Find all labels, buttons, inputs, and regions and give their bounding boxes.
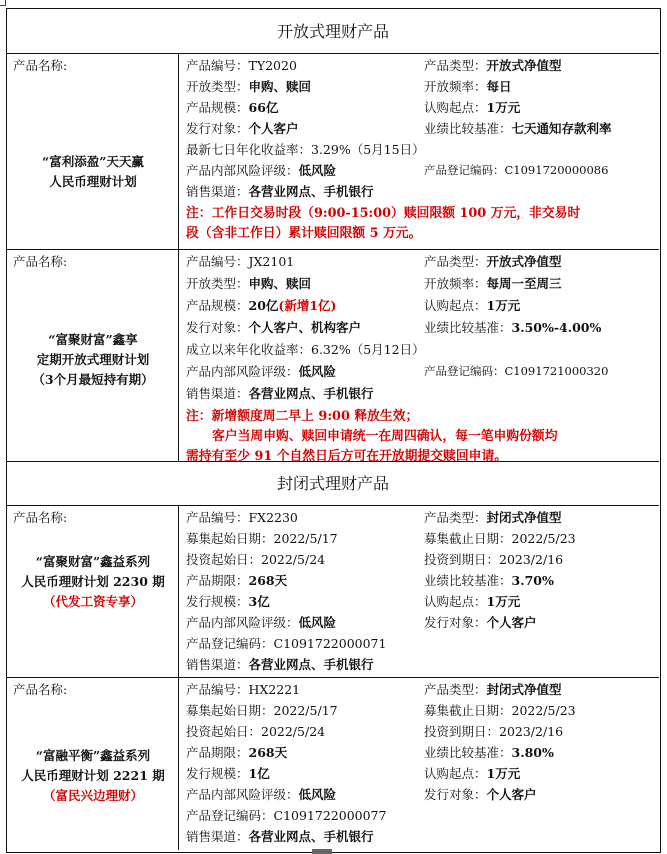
product-type: 产品类型：封闭式净值型 — [424, 510, 562, 525]
product-name-cell — [7, 250, 179, 461]
registration-code: 产品登记编码：C1091722000077 — [186, 808, 387, 823]
product-type: 产品类型：开放式净值型 — [424, 58, 562, 73]
min-amount: 认购起点：1万元 — [424, 298, 521, 313]
product-table — [6, 8, 661, 853]
sales-channel: 销售渠道：各营业网点、手机银行 — [186, 657, 374, 672]
open-type: 开放类型：申购、赎回 — [186, 276, 312, 291]
note: 注：工作日交易时段（9:00-15:00）赎回限额 100 万元，非交易时 段（含非工作日）累计赎回限额 5 万元。 — [186, 206, 581, 241]
target-clients: 发行对象：个人客户 — [424, 787, 537, 802]
target-clients: 发行对象：个人客户 — [186, 121, 299, 136]
bottom-mark — [312, 849, 332, 854]
product-name-cell — [7, 678, 179, 850]
invest-start-date: 投资起始日：2022/5/24 — [186, 724, 326, 739]
product-scale: 产品规模：66亿 — [186, 100, 279, 115]
registration-code: 产品登记编码：C1091720000086 — [424, 163, 609, 177]
product-term: 产品期限：268天 — [186, 573, 288, 588]
product-code: 产品编号：FX2230 — [186, 510, 298, 525]
product-name-label: 产品名称: — [13, 510, 68, 525]
sales-channel: 销售渠道：各营业网点、手机银行 — [186, 386, 374, 401]
note: 注：新增额度周二早上 9:00 释放生效； 客户当周申购、赎回申请统一在周四确认，每一笔申购份额均 需持有至少 91 个自然日后方可在开放期提交赎回申请。 — [186, 409, 558, 464]
product-name: “富融平衡”鑫益系列 人民币理财计划 2221 期 （富民兴边理财） — [21, 748, 165, 803]
min-amount: 认购起点：1万元 — [424, 100, 521, 115]
product-name-cell — [7, 506, 179, 677]
product-type: 产品类型：开放式净值型 — [424, 254, 562, 269]
benchmark: 业绩比较基准：3.70% — [424, 573, 554, 588]
min-amount: 认购起点：1万元 — [424, 766, 521, 781]
product-name-label: 产品名称: — [13, 682, 68, 697]
yield: 最新七日年化收益率：3.29%（5月15日） — [186, 142, 425, 157]
invest-end-date: 投资到期日：2023/2/16 — [424, 724, 564, 739]
target-clients: 发行对象：个人客户、机构客户 — [186, 320, 362, 335]
issue-scale: 发行规模：1亿 — [186, 766, 270, 781]
product-name-cell — [7, 54, 179, 249]
registration-code: 产品登记编码：C1091721000320 — [424, 364, 609, 378]
risk-rating: 产品内部风险评级：低风险 — [186, 787, 337, 802]
corner-mark — [0, 0, 6, 6]
benchmark: 业绩比较基准：3.50%-4.00% — [424, 320, 602, 335]
raise-end-date: 募集截止日期：2022/5/23 — [424, 703, 576, 718]
closed-section-title: 封闭式理财产品 — [7, 462, 659, 506]
sales-channel: 销售渠道：各营业网点、手机银行 — [186, 184, 374, 199]
invest-start-date: 投资起始日：2022/5/24 — [186, 552, 326, 567]
product-row-3 — [7, 506, 659, 678]
product-code: 产品编号：HX2221 — [186, 682, 301, 697]
benchmark: 业绩比较基准：3.80% — [424, 745, 554, 760]
product-term: 产品期限：268天 — [186, 745, 288, 760]
target-clients: 发行对象：个人客户 — [424, 615, 537, 630]
product-row-2 — [7, 250, 659, 462]
open-frequency: 开放频率：每日 — [424, 79, 512, 94]
raise-start-date: 募集起始日期：2022/5/17 — [186, 703, 338, 718]
product-code: 产品编号：TY2020 — [186, 58, 297, 73]
raise-end-date: 募集截止日期：2022/5/23 — [424, 531, 576, 546]
product-code: 产品编号：JX2101 — [186, 254, 295, 269]
risk-rating: 产品内部风险评级：低风险 — [186, 615, 337, 630]
raise-start-date: 募集起始日期：2022/5/17 — [186, 531, 338, 546]
product-name: “富聚财富”鑫益系列 人民币理财计划 2230 期 （代发工资专享） — [21, 554, 165, 609]
risk-rating: 产品内部风险评级：低风险 — [186, 163, 337, 178]
benchmark: 业绩比较基准：七天通知存款利率 — [424, 121, 612, 136]
product-row-1 — [7, 54, 659, 250]
registration-code: 产品登记编码：C1091722000071 — [186, 636, 387, 651]
product-type: 产品类型：封闭式净值型 — [424, 682, 562, 697]
open-section-title: 开放式理财产品 — [7, 9, 659, 54]
product-name: “富利添盈”天天赢 人民币理财计划 — [42, 154, 144, 189]
product-name-label: 产品名称: — [13, 254, 68, 269]
issue-scale: 发行规模：3亿 — [186, 594, 270, 609]
yield: 成立以来年化收益率：6.32%（5月12日） — [186, 342, 425, 357]
open-frequency: 开放频率：每周一至周三 — [424, 276, 562, 291]
risk-rating: 产品内部风险评级：低风险 — [186, 364, 337, 379]
product-name: “富聚财富”鑫享 定期开放式理财计划 （3个月最短持有期） — [32, 332, 154, 387]
open-type: 开放类型：申购、赎回 — [186, 79, 312, 94]
product-row-4 — [7, 678, 659, 850]
product-name-label: 产品名称: — [13, 58, 68, 73]
min-amount: 认购起点：1万元 — [424, 594, 521, 609]
invest-end-date: 投资到期日：2023/2/16 — [424, 552, 564, 567]
product-scale: 产品规模：20亿(新增1亿) — [186, 298, 337, 313]
sales-channel: 销售渠道：各营业网点、手机银行 — [186, 829, 374, 844]
